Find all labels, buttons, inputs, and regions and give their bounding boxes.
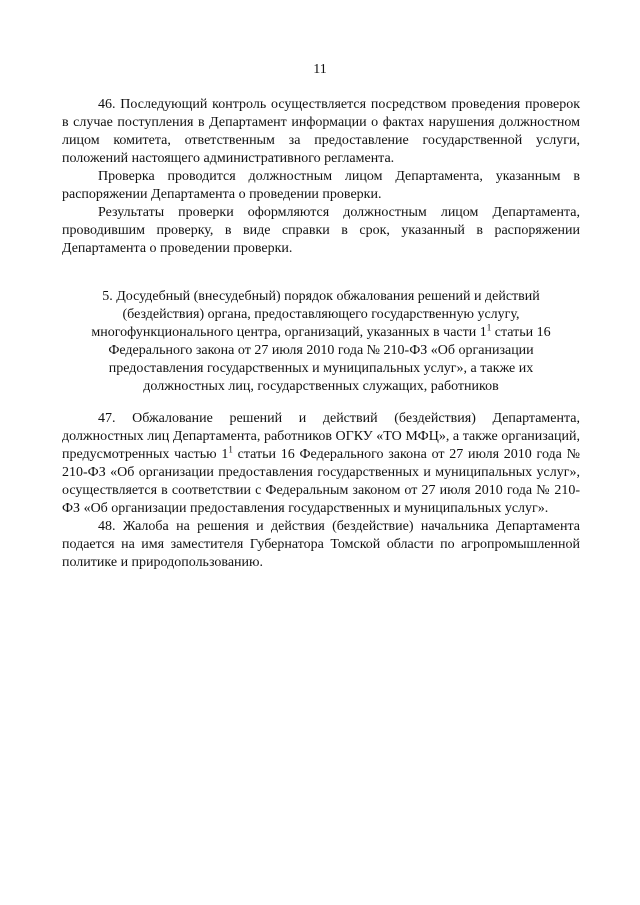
heading-line-text: многофункционального центра, организаций, указанных в части 1 [91,325,487,340]
heading-line-text: статьи 16 [491,325,551,340]
paragraph-check-performed: Проверка проводится должностным лицом Департамента, указанным в распоряжении Департамента о проведении проверки. [62,169,580,202]
paragraph-47-text: 47. Обжалование решений и действий (бездействия) Департамента, должностных лиц Департамента, работников ОГКУ «ТО МФЦ», а также организаций, предусмотренных частью 1 [62,411,580,462]
paragraph-47-text-cont: статьи 16 Федерального закона от 27 июля 2010 года № 210-ФЗ «Об организации предоставления государственных и муниципальных услуг», осуществляется в соответствии с Федеральным законом от 27 июля 2010 года № 210-ФЗ «Об организации предоставления государственных и муниципальных услуг». [62,447,580,516]
heading-line: (бездействия) органа, предоставляющего государственную услугу, [122,307,520,322]
paragraph-46: 46. Последующий контроль осуществляется посредством проведения проверок в случае поступления в Департамент информации о фактах нарушения должностном лицом комитета, ответственным за предоставление государственной услуги, положений настоящего административного регламента. [62,97,580,166]
paragraph-check-results: Результаты проверки оформляются должностным лицом Департамента, проводившим проверку, в виде справки в срок, указанный в распоряжении Департамента о проведении проверки. [62,205,580,256]
heading-line: должностных лиц, государственных служащих, работников [143,379,499,394]
paragraph-47 [62,410,580,518]
paragraph-48: 48. Жалоба на решения и действия (бездействие) начальника Департамента подается на имя заместителя Губернатора Томской области по агропромышленной политике и природопользованию. [62,519,580,570]
heading-line: Федерального закона от 27 июля 2010 года № 210-ФЗ «Об организации [108,343,534,358]
heading-line: 5. Досудебный (внесудебный) порядок обжалования решений и действий [102,289,540,304]
heading-line: предоставления государственных и муниципальных услуг», а также их [108,361,534,376]
section-4-ending [62,96,580,258]
section-5-heading [62,288,580,396]
section-5-body [62,410,580,572]
superscript: 1 [228,444,233,455]
page-number: 11 [313,62,327,77]
heading-line [62,324,580,342]
superscript: 1 [486,322,492,333]
